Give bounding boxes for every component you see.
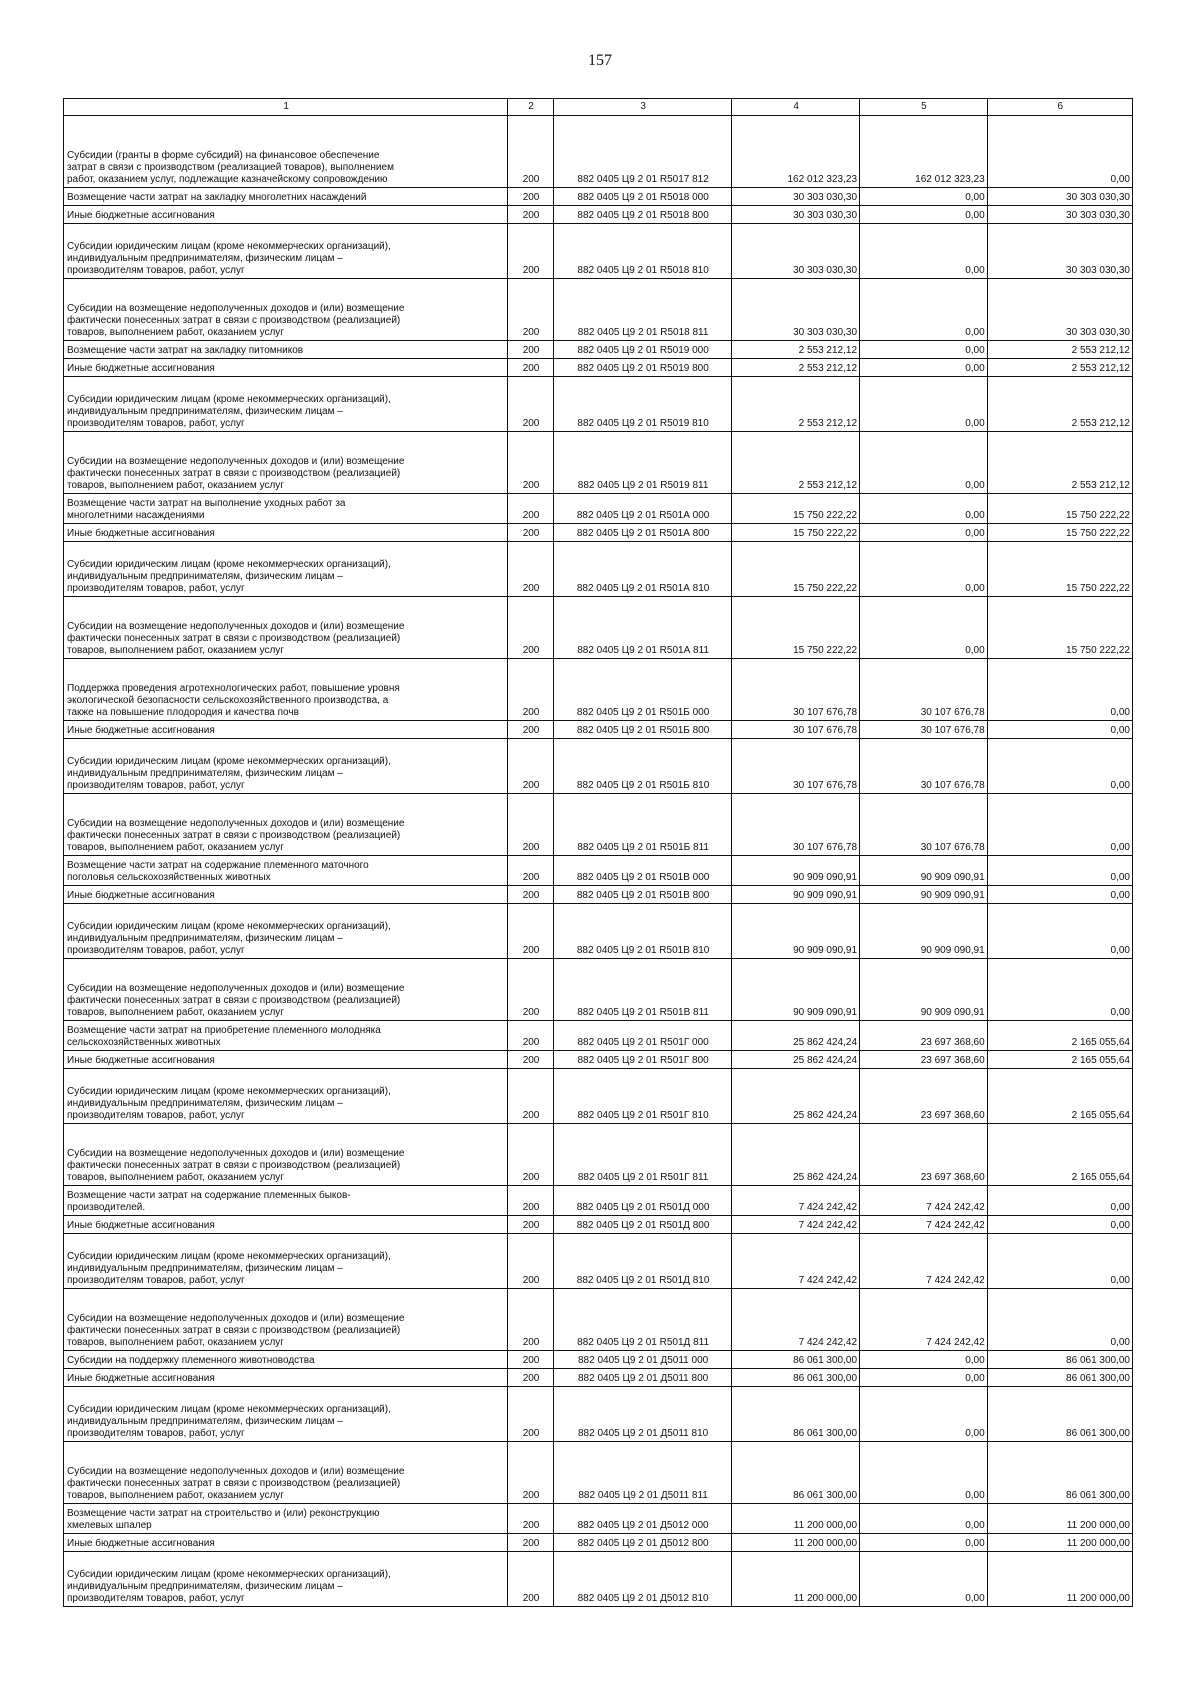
row-amount-col5: 7 424 242,42: [860, 1216, 988, 1234]
row-code: 882 0405 Ц9 2 01 R501В 000: [553, 856, 732, 886]
row-amount-total: 7 424 242,42: [732, 1216, 860, 1234]
row-amount-total: 90 909 090,91: [732, 904, 860, 959]
row-amount-total: 7 424 242,42: [732, 1234, 860, 1289]
row-code: 882 0405 Ц9 2 01 R501А 810: [553, 542, 732, 597]
row-status: 200: [508, 739, 554, 794]
table-row: [64, 206, 1133, 224]
table-row: [64, 377, 1133, 432]
row-code: 882 0405 Ц9 2 01 R501Д 800: [553, 1216, 732, 1234]
row-status: 200: [508, 1021, 554, 1051]
row-amount-col6: 11 200 000,00: [987, 1504, 1132, 1534]
header-col-3: 3: [553, 99, 732, 116]
row-amount-col6: 0,00: [987, 1186, 1132, 1216]
row-description: Возмещение части затрат на содержание племенного маточного поголовья сельскохозяйственных животных: [64, 856, 508, 886]
row-status: 200: [508, 542, 554, 597]
row-amount-total: 90 909 090,91: [732, 886, 860, 904]
row-amount-total: 11 200 000,00: [732, 1534, 860, 1552]
row-code: 882 0405 Ц9 2 01 R501Б 800: [553, 721, 732, 739]
row-description: Субсидии на возмещение недополученных доходов и (или) возмещение фактически понесенных затрат в связи с производством (реализацией) товаров, выполнением работ, оказанием услуг: [64, 597, 508, 659]
header-col-2: 2: [508, 99, 554, 116]
row-amount-col6: 2 553 212,12: [987, 341, 1132, 359]
row-amount-total: 25 862 424,24: [732, 1021, 860, 1051]
row-amount-total: 30 303 030,30: [732, 188, 860, 206]
row-description: Субсидии юридическим лицам (кроме некоммерческих организаций), индивидуальным предпринимателям, физическим лицам – производителям товаров, работ, услуг: [64, 542, 508, 597]
row-amount-col5: 30 107 676,78: [860, 739, 988, 794]
row-description: Иные бюджетные ассигнования: [64, 1369, 508, 1387]
row-status: 200: [508, 1289, 554, 1351]
table-row: [64, 1124, 1133, 1186]
row-amount-col5: 23 697 368,60: [860, 1069, 988, 1124]
row-status: 200: [508, 116, 554, 188]
row-amount-col5: 0,00: [860, 279, 988, 341]
table-row: [64, 224, 1133, 279]
page-number: 157: [588, 52, 612, 69]
row-status: 200: [508, 359, 554, 377]
row-status: 200: [508, 959, 554, 1021]
row-code: 882 0405 Ц9 2 01 R501Д 811: [553, 1289, 732, 1351]
row-amount-col6: 0,00: [987, 794, 1132, 856]
row-amount-col5: 30 107 676,78: [860, 721, 988, 739]
row-amount-total: 25 862 424,24: [732, 1124, 860, 1186]
row-description: Возмещение части затрат на закладку питомников: [64, 341, 508, 359]
row-code: 882 0405 Ц9 2 01 R501В 810: [553, 904, 732, 959]
row-amount-col6: 11 200 000,00: [987, 1552, 1132, 1607]
table-row: [64, 188, 1133, 206]
row-amount-col5: 7 424 242,42: [860, 1234, 988, 1289]
row-amount-col6: 0,00: [987, 904, 1132, 959]
row-status: 200: [508, 904, 554, 959]
table-row: [64, 856, 1133, 886]
row-code: 882 0405 Ц9 2 01 R501Д 000: [553, 1186, 732, 1216]
row-amount-col5: 0,00: [860, 542, 988, 597]
row-status: 200: [508, 341, 554, 359]
row-description: Субсидии (гранты в форме субсидий) на финансовое обеспечение затрат в связи с производством (реализацией товаров), выполнением работ, оказанием услуг, подлежащие казначейскому сопровождению: [64, 116, 508, 188]
row-status: 200: [508, 206, 554, 224]
row-description: Субсидии на поддержку племенного животноводства: [64, 1351, 508, 1369]
row-status: 200: [508, 721, 554, 739]
table-row: [64, 739, 1133, 794]
row-amount-total: 15 750 222,22: [732, 542, 860, 597]
row-amount-col5: 0,00: [860, 1351, 988, 1369]
table-row: [64, 1289, 1133, 1351]
row-amount-col5: 30 107 676,78: [860, 794, 988, 856]
header-col-1: 1: [64, 99, 508, 116]
row-amount-col5: 162 012 323,23: [860, 116, 988, 188]
row-amount-col6: 86 061 300,00: [987, 1351, 1132, 1369]
row-amount-col6: 2 553 212,12: [987, 432, 1132, 494]
row-amount-col5: 30 107 676,78: [860, 659, 988, 721]
row-amount-total: 25 862 424,24: [732, 1069, 860, 1124]
row-amount-col6: 0,00: [987, 1234, 1132, 1289]
row-amount-col5: 0,00: [860, 206, 988, 224]
row-code: 882 0405 Ц9 2 01 R5019 000: [553, 341, 732, 359]
row-amount-col5: 90 909 090,91: [860, 904, 988, 959]
row-amount-total: 7 424 242,42: [732, 1186, 860, 1216]
row-amount-col6: 11 200 000,00: [987, 1534, 1132, 1552]
budget-table: [63, 98, 1133, 1607]
row-amount-col6: 15 750 222,22: [987, 524, 1132, 542]
table-row: [64, 1351, 1133, 1369]
row-amount-col6: 2 165 055,64: [987, 1069, 1132, 1124]
row-status: 200: [508, 1216, 554, 1234]
row-amount-total: 11 200 000,00: [732, 1552, 860, 1607]
row-amount-col5: 0,00: [860, 1387, 988, 1442]
row-description: Иные бюджетные ассигнования: [64, 1051, 508, 1069]
header-row: [64, 99, 1133, 116]
row-amount-total: 2 553 212,12: [732, 377, 860, 432]
row-amount-col6: 2 553 212,12: [987, 377, 1132, 432]
row-code: 882 0405 Ц9 2 01 Д5012 800: [553, 1534, 732, 1552]
row-description: Возмещение части затрат на содержание племенных быков- производителей.: [64, 1186, 508, 1216]
header-col-5: 5: [860, 99, 988, 116]
row-amount-col6: 0,00: [987, 116, 1132, 188]
row-amount-total: 30 107 676,78: [732, 721, 860, 739]
table-row: [64, 1534, 1133, 1552]
table-row: [64, 359, 1133, 377]
row-status: 200: [508, 1504, 554, 1534]
row-amount-col6: 0,00: [987, 1289, 1132, 1351]
row-amount-total: 2 553 212,12: [732, 341, 860, 359]
row-code: 882 0405 Ц9 2 01 Д5011 810: [553, 1387, 732, 1442]
row-amount-col5: 0,00: [860, 597, 988, 659]
row-amount-col5: 0,00: [860, 1369, 988, 1387]
table-row: [64, 886, 1133, 904]
row-amount-col6: 30 303 030,30: [987, 279, 1132, 341]
row-amount-total: 11 200 000,00: [732, 1504, 860, 1534]
row-amount-col5: 0,00: [860, 1442, 988, 1504]
row-amount-col6: 86 061 300,00: [987, 1442, 1132, 1504]
row-description: Иные бюджетные ассигнования: [64, 721, 508, 739]
row-code: 882 0405 Ц9 2 01 Д5011 800: [553, 1369, 732, 1387]
row-amount-col6: 0,00: [987, 739, 1132, 794]
row-status: 200: [508, 1442, 554, 1504]
row-description: Субсидии юридическим лицам (кроме некоммерческих организаций), индивидуальным предпринимателям, физическим лицам – производителям товаров, работ, услуг: [64, 1552, 508, 1607]
row-amount-col5: 0,00: [860, 1504, 988, 1534]
row-code: 882 0405 Ц9 2 01 R501Б 000: [553, 659, 732, 721]
table-row: [64, 1069, 1133, 1124]
table-row: [64, 1387, 1133, 1442]
row-amount-col6: 30 303 030,30: [987, 224, 1132, 279]
row-status: 200: [508, 1051, 554, 1069]
row-amount-col5: 0,00: [860, 432, 988, 494]
row-status: 200: [508, 377, 554, 432]
row-amount-col6: 86 061 300,00: [987, 1387, 1132, 1442]
row-code: 882 0405 Ц9 2 01 R501А 800: [553, 524, 732, 542]
row-code: 882 0405 Ц9 2 01 R501Б 810: [553, 739, 732, 794]
row-status: 200: [508, 279, 554, 341]
row-status: 200: [508, 1124, 554, 1186]
row-code: 882 0405 Ц9 2 01 R501Б 811: [553, 794, 732, 856]
row-amount-total: 30 303 030,30: [732, 224, 860, 279]
row-amount-col6: 2 165 055,64: [987, 1124, 1132, 1186]
row-description: Возмещение части затрат на строительство и (или) реконструкцию хмелевых шпалер: [64, 1504, 508, 1534]
row-amount-col6: 15 750 222,22: [987, 494, 1132, 524]
row-amount-total: 86 061 300,00: [732, 1442, 860, 1504]
row-code: 882 0405 Ц9 2 01 Д5011 811: [553, 1442, 732, 1504]
row-amount-col6: 15 750 222,22: [987, 542, 1132, 597]
table-row: [64, 542, 1133, 597]
row-description: Субсидии юридическим лицам (кроме некоммерческих организаций), индивидуальным предпринимателям, физическим лицам – производителям товаров, работ, услуг: [64, 1387, 508, 1442]
row-amount-total: 30 303 030,30: [732, 279, 860, 341]
row-code: 882 0405 Ц9 2 01 R501А 000: [553, 494, 732, 524]
row-code: 882 0405 Ц9 2 01 R501Г 810: [553, 1069, 732, 1124]
row-status: 200: [508, 886, 554, 904]
table-row: [64, 524, 1133, 542]
table-row: [64, 1216, 1133, 1234]
row-description: Субсидии юридическим лицам (кроме некоммерческих организаций), индивидуальным предпринимателям, физическим лицам – производителям товаров, работ, услуг: [64, 1069, 508, 1124]
row-status: 200: [508, 494, 554, 524]
row-code: 882 0405 Ц9 2 01 R5019 810: [553, 377, 732, 432]
row-description: Возмещение части затрат на выполнение уходных работ за многолетними насаждениями: [64, 494, 508, 524]
row-amount-col5: 0,00: [860, 494, 988, 524]
row-description: Субсидии юридическим лицам (кроме некоммерческих организаций), индивидуальным предпринимателям, физическим лицам – производителям товаров, работ, услуг: [64, 224, 508, 279]
row-amount-col6: 2 165 055,64: [987, 1051, 1132, 1069]
row-amount-total: 30 107 676,78: [732, 659, 860, 721]
row-amount-col5: 23 697 368,60: [860, 1124, 988, 1186]
row-amount-col5: 0,00: [860, 188, 988, 206]
row-amount-col6: 86 061 300,00: [987, 1369, 1132, 1387]
row-amount-col5: 90 909 090,91: [860, 959, 988, 1021]
row-amount-total: 15 750 222,22: [732, 524, 860, 542]
row-status: 200: [508, 1069, 554, 1124]
row-description: Субсидии на возмещение недополученных доходов и (или) возмещение фактически понесенных затрат в связи с производством (реализацией) товаров, выполнением работ, оказанием услуг: [64, 1124, 508, 1186]
table-row: [64, 1442, 1133, 1504]
row-amount-total: 86 061 300,00: [732, 1351, 860, 1369]
row-amount-total: 15 750 222,22: [732, 494, 860, 524]
table-row: [64, 279, 1133, 341]
row-amount-col6: 30 303 030,30: [987, 188, 1132, 206]
row-status: 200: [508, 1387, 554, 1442]
row-description: Иные бюджетные ассигнования: [64, 1216, 508, 1234]
row-status: 200: [508, 597, 554, 659]
table-row: [64, 1021, 1133, 1051]
row-description: Иные бюджетные ассигнования: [64, 1534, 508, 1552]
table-row: [64, 659, 1133, 721]
row-code: 882 0405 Ц9 2 01 R5017 812: [553, 116, 732, 188]
row-amount-col5: 0,00: [860, 524, 988, 542]
row-amount-col6: 2 553 212,12: [987, 359, 1132, 377]
table-row: [64, 959, 1133, 1021]
row-amount-col6: 0,00: [987, 659, 1132, 721]
row-amount-total: 2 553 212,12: [732, 359, 860, 377]
row-code: 882 0405 Ц9 2 01 R5018 800: [553, 206, 732, 224]
row-amount-col6: 0,00: [987, 959, 1132, 1021]
row-code: 882 0405 Ц9 2 01 R501Г 811: [553, 1124, 732, 1186]
row-description: Субсидии юридическим лицам (кроме некоммерческих организаций), индивидуальным предпринимателям, физическим лицам – производителям товаров, работ, услуг: [64, 739, 508, 794]
row-amount-col5: 23 697 368,60: [860, 1051, 988, 1069]
row-code: 882 0405 Ц9 2 01 Д5012 000: [553, 1504, 732, 1534]
table-row: [64, 432, 1133, 494]
table-row: [64, 1369, 1133, 1387]
row-amount-col6: 15 750 222,22: [987, 597, 1132, 659]
table-row: [64, 341, 1133, 359]
row-code: 882 0405 Ц9 2 01 Д5011 000: [553, 1351, 732, 1369]
row-status: 200: [508, 188, 554, 206]
row-status: 200: [508, 1351, 554, 1369]
row-amount-col5: 90 909 090,91: [860, 886, 988, 904]
row-description: Иные бюджетные ассигнования: [64, 359, 508, 377]
row-description: Субсидии юридическим лицам (кроме некоммерческих организаций), индивидуальным предпринимателям, физическим лицам – производителям товаров, работ, услуг: [64, 904, 508, 959]
row-code: 882 0405 Ц9 2 01 R5018 811: [553, 279, 732, 341]
row-amount-col6: 2 165 055,64: [987, 1021, 1132, 1051]
row-status: 200: [508, 1534, 554, 1552]
row-amount-col5: 7 424 242,42: [860, 1289, 988, 1351]
row-amount-total: 7 424 242,42: [732, 1289, 860, 1351]
table-row: [64, 494, 1133, 524]
row-code: 882 0405 Ц9 2 01 R5019 800: [553, 359, 732, 377]
row-amount-col6: 30 303 030,30: [987, 206, 1132, 224]
header-col-4: 4: [732, 99, 860, 116]
row-code: 882 0405 Ц9 2 01 R501А 811: [553, 597, 732, 659]
row-description: Субсидии юридическим лицам (кроме некоммерческих организаций), индивидуальным предпринимателям, физическим лицам – производителям товаров, работ, услуг: [64, 1234, 508, 1289]
row-status: 200: [508, 659, 554, 721]
row-amount-col6: 0,00: [987, 856, 1132, 886]
table-body: [64, 116, 1133, 1607]
row-amount-total: 15 750 222,22: [732, 597, 860, 659]
row-description: Иные бюджетные ассигнования: [64, 524, 508, 542]
row-amount-col5: 0,00: [860, 224, 988, 279]
row-description: Иные бюджетные ассигнования: [64, 886, 508, 904]
row-description: Возмещение части затрат на закладку многолетних насаждений: [64, 188, 508, 206]
row-description: Поддержка проведения агротехнологических работ, повышение уровня экологической безопасности сельскохозяйственного производства, а также на повышение плодородия и качества почв: [64, 659, 508, 721]
row-status: 200: [508, 1234, 554, 1289]
row-amount-col6: 0,00: [987, 721, 1132, 739]
row-status: 200: [508, 1186, 554, 1216]
row-amount-col5: 0,00: [860, 1534, 988, 1552]
row-code: 882 0405 Ц9 2 01 R5018 000: [553, 188, 732, 206]
row-amount-col5: 23 697 368,60: [860, 1021, 988, 1051]
table-row: [64, 1504, 1133, 1534]
table-row: [64, 1186, 1133, 1216]
table-row: [64, 1051, 1133, 1069]
row-description: Возмещение части затрат на приобретение племенного молодняка сельскохозяйственных животных: [64, 1021, 508, 1051]
row-status: 200: [508, 432, 554, 494]
row-amount-total: 90 909 090,91: [732, 959, 860, 1021]
row-amount-total: 162 012 323,23: [732, 116, 860, 188]
table-row: [64, 1552, 1133, 1607]
row-amount-total: 30 107 676,78: [732, 794, 860, 856]
row-status: 200: [508, 524, 554, 542]
row-status: 200: [508, 794, 554, 856]
row-code: 882 0405 Ц9 2 01 R5019 811: [553, 432, 732, 494]
table-row: [64, 721, 1133, 739]
row-amount-total: 86 061 300,00: [732, 1387, 860, 1442]
row-status: 200: [508, 1552, 554, 1607]
row-amount-total: 2 553 212,12: [732, 432, 860, 494]
row-description: Иные бюджетные ассигнования: [64, 206, 508, 224]
table-row: [64, 794, 1133, 856]
table-row: [64, 1234, 1133, 1289]
table-row: [64, 904, 1133, 959]
row-amount-col5: 7 424 242,42: [860, 1186, 988, 1216]
header-col-6: 6: [987, 99, 1132, 116]
row-amount-col6: 0,00: [987, 1216, 1132, 1234]
row-amount-total: 30 107 676,78: [732, 739, 860, 794]
row-description: Субсидии на возмещение недополученных доходов и (или) возмещение фактически понесенных затрат в связи с производством (реализацией) товаров, выполнением работ, оказанием услуг: [64, 959, 508, 1021]
row-amount-total: 30 303 030,30: [732, 206, 860, 224]
row-description: Субсидии на возмещение недополученных доходов и (или) возмещение фактически понесенных затрат в связи с производством (реализацией) товаров, выполнением работ, оказанием услуг: [64, 1289, 508, 1351]
row-description: Субсидии на возмещение недополученных доходов и (или) возмещение фактически понесенных затрат в связи с производством (реализацией) товаров, выполнением работ, оказанием услуг: [64, 432, 508, 494]
row-code: 882 0405 Ц9 2 01 R501Д 810: [553, 1234, 732, 1289]
row-amount-col5: 0,00: [860, 359, 988, 377]
row-amount-total: 25 862 424,24: [732, 1051, 860, 1069]
row-code: 882 0405 Ц9 2 01 R5018 810: [553, 224, 732, 279]
row-code: 882 0405 Ц9 2 01 R501В 811: [553, 959, 732, 1021]
row-status: 200: [508, 224, 554, 279]
row-status: 200: [508, 856, 554, 886]
row-description: Субсидии на возмещение недополученных доходов и (или) возмещение фактически понесенных затрат в связи с производством (реализацией) товаров, выполнением работ, оказанием услуг: [64, 794, 508, 856]
row-status: 200: [508, 1369, 554, 1387]
row-amount-col5: 0,00: [860, 377, 988, 432]
row-code: 882 0405 Ц9 2 01 R501В 800: [553, 886, 732, 904]
row-amount-col5: 90 909 090,91: [860, 856, 988, 886]
table-row: [64, 116, 1133, 188]
row-amount-col5: 0,00: [860, 1552, 988, 1607]
row-description: Субсидии на возмещение недополученных доходов и (или) возмещение фактически понесенных затрат в связи с производством (реализацией) товаров, выполнением работ, оказанием услуг: [64, 1442, 508, 1504]
row-amount-total: 90 909 090,91: [732, 856, 860, 886]
row-code: 882 0405 Ц9 2 01 R501Г 800: [553, 1051, 732, 1069]
table-row: [64, 597, 1133, 659]
row-amount-total: 86 061 300,00: [732, 1369, 860, 1387]
row-code: 882 0405 Ц9 2 01 R501Г 000: [553, 1021, 732, 1051]
row-description: Субсидии юридическим лицам (кроме некоммерческих организаций), индивидуальным предпринимателям, физическим лицам – производителям товаров, работ, услуг: [64, 377, 508, 432]
row-amount-col5: 0,00: [860, 341, 988, 359]
row-description: Субсидии на возмещение недополученных доходов и (или) возмещение фактически понесенных затрат в связи с производством (реализацией) товаров, выполнением работ, оказанием услуг: [64, 279, 508, 341]
row-amount-col6: 0,00: [987, 886, 1132, 904]
row-code: 882 0405 Ц9 2 01 Д5012 810: [553, 1552, 732, 1607]
